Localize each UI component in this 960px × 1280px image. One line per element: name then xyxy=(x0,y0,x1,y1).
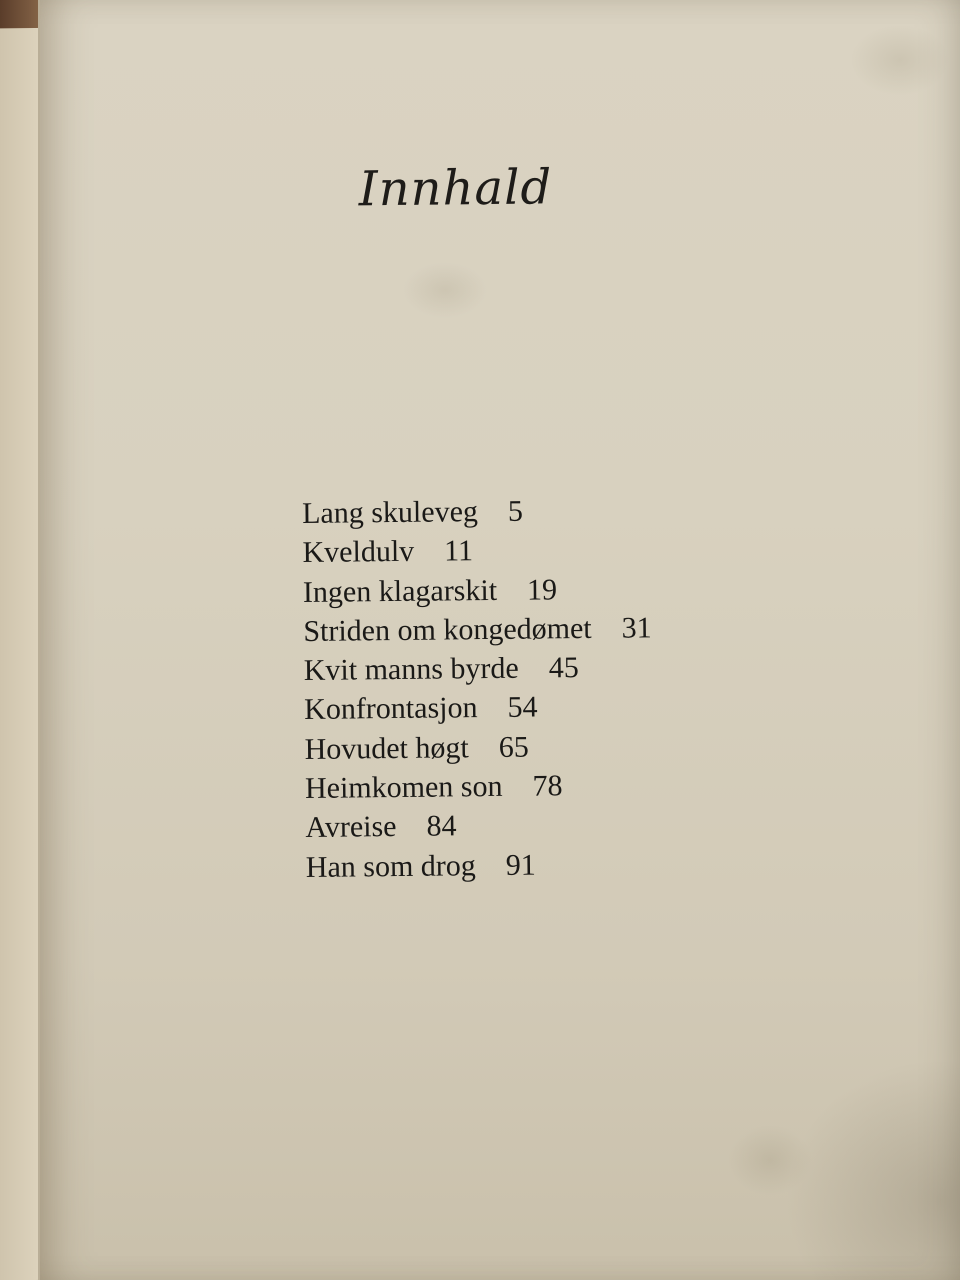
page-number: 91 xyxy=(505,848,536,882)
contents-heading: Innhald xyxy=(358,159,553,218)
book-page xyxy=(38,0,960,1280)
page-content xyxy=(35,0,960,1280)
chapter-title: Ingen klagarskit xyxy=(302,573,498,609)
page-number: 31 xyxy=(621,611,652,645)
page-number: 45 xyxy=(548,651,579,685)
toc-entry xyxy=(302,490,651,533)
chapter-title: Lang skuleveg xyxy=(301,495,479,530)
page-number: 19 xyxy=(526,572,558,607)
toc-entry xyxy=(304,687,653,730)
toc-entry xyxy=(304,648,653,691)
chapter-title: Han som drog xyxy=(305,848,476,884)
chapter-title: Avreise xyxy=(305,810,397,845)
chapter-title: Konfrontasjon xyxy=(304,691,478,727)
toc-entry xyxy=(304,726,653,769)
table-of-contents xyxy=(302,490,654,887)
toc-entry xyxy=(306,844,655,887)
chapter-title: Heimkomen son xyxy=(304,769,503,806)
toc-entry xyxy=(305,805,654,848)
toc-entry xyxy=(302,530,651,573)
page-number: 78 xyxy=(532,769,563,803)
page-number: 65 xyxy=(498,730,529,764)
toc-entry xyxy=(303,608,652,651)
page-number: 54 xyxy=(507,690,538,725)
chapter-title: Striden om kongedømet xyxy=(303,611,592,648)
toc-entry xyxy=(305,765,654,808)
page-number: 5 xyxy=(507,494,524,528)
chapter-title: Hovudet høgt xyxy=(304,731,469,766)
page-number: 11 xyxy=(444,534,474,568)
page-number: 84 xyxy=(426,809,457,844)
toc-entry xyxy=(303,569,652,612)
chapter-title: Kveldulv xyxy=(302,535,415,570)
chapter-title: Kvit manns byrde xyxy=(303,651,519,688)
